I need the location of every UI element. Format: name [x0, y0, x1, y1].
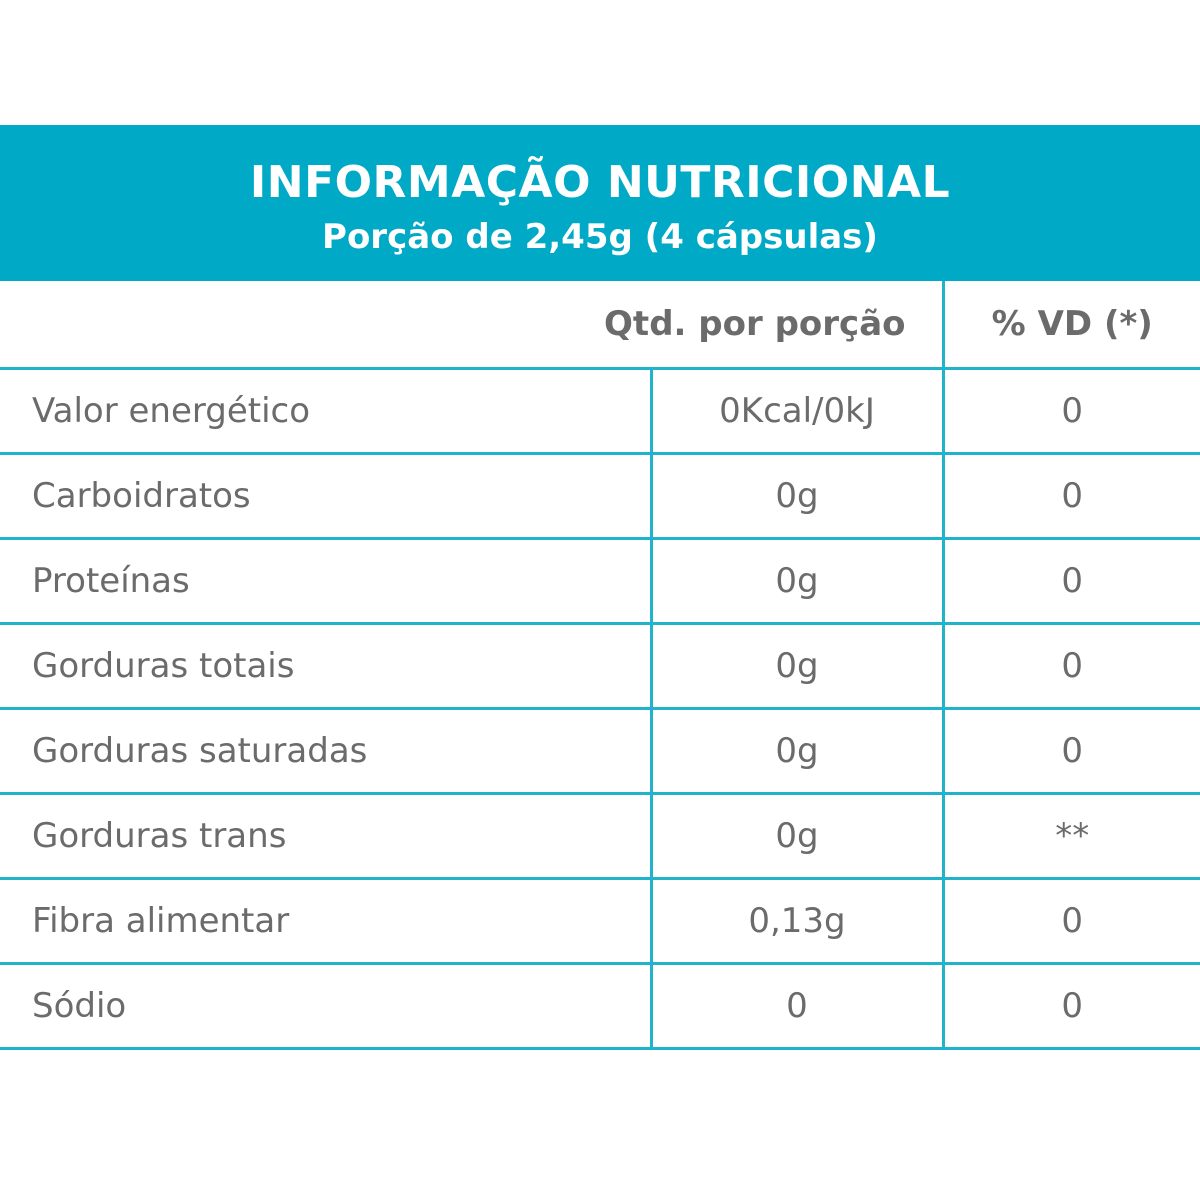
nutrition-header [0, 125, 1200, 281]
nutrient-amount: 0 [651, 963, 943, 1048]
table-row [0, 793, 1200, 878]
nutrient-amount: 0g [651, 453, 943, 538]
nutrient-name: Gorduras totais [0, 623, 651, 708]
serving-size: Porção de 2,45g (4 cápsulas) [322, 217, 878, 257]
nutrient-amount: 0,13g [651, 878, 943, 963]
nutrient-daily-value: 0 [943, 708, 1200, 793]
nutrient-daily-value: 0 [943, 623, 1200, 708]
nutrient-daily-value: 0 [943, 538, 1200, 623]
label-title: INFORMAÇÃO NUTRICIONAL [249, 157, 951, 208]
nutrient-amount: 0g [651, 793, 943, 878]
nutrient-name: Proteínas [0, 538, 651, 623]
nutrition-table [0, 281, 1200, 1050]
nutrient-name: Gorduras saturadas [0, 708, 651, 793]
nutrient-name: Fibra alimentar [0, 878, 651, 963]
table-row [0, 538, 1200, 623]
nutrition-label [0, 125, 1200, 1050]
nutrient-daily-value: 0 [943, 878, 1200, 963]
nutrient-amount: 0g [651, 623, 943, 708]
table-row [0, 708, 1200, 793]
nutrient-name: Gorduras trans [0, 793, 651, 878]
nutrient-amount: 0Kcal/0kJ [651, 368, 943, 453]
table-row [0, 963, 1200, 1048]
nutrient-name: Carboidratos [0, 453, 651, 538]
table-header-row [0, 281, 1200, 368]
daily-value-column-header: % VD (*) [943, 281, 1200, 368]
table-row [0, 368, 1200, 453]
table-row [0, 878, 1200, 963]
nutrient-amount: 0g [651, 538, 943, 623]
nutrient-name: Valor energético [0, 368, 651, 453]
nutrient-daily-value: 0 [943, 368, 1200, 453]
amount-column-header: Qtd. por porção [0, 281, 943, 368]
table-row [0, 453, 1200, 538]
nutrient-amount: 0g [651, 708, 943, 793]
nutrient-daily-value: ** [943, 793, 1200, 878]
nutrient-daily-value: 0 [943, 963, 1200, 1048]
nutrient-name: Sódio [0, 963, 651, 1048]
table-row [0, 623, 1200, 708]
nutrient-daily-value: 0 [943, 453, 1200, 538]
